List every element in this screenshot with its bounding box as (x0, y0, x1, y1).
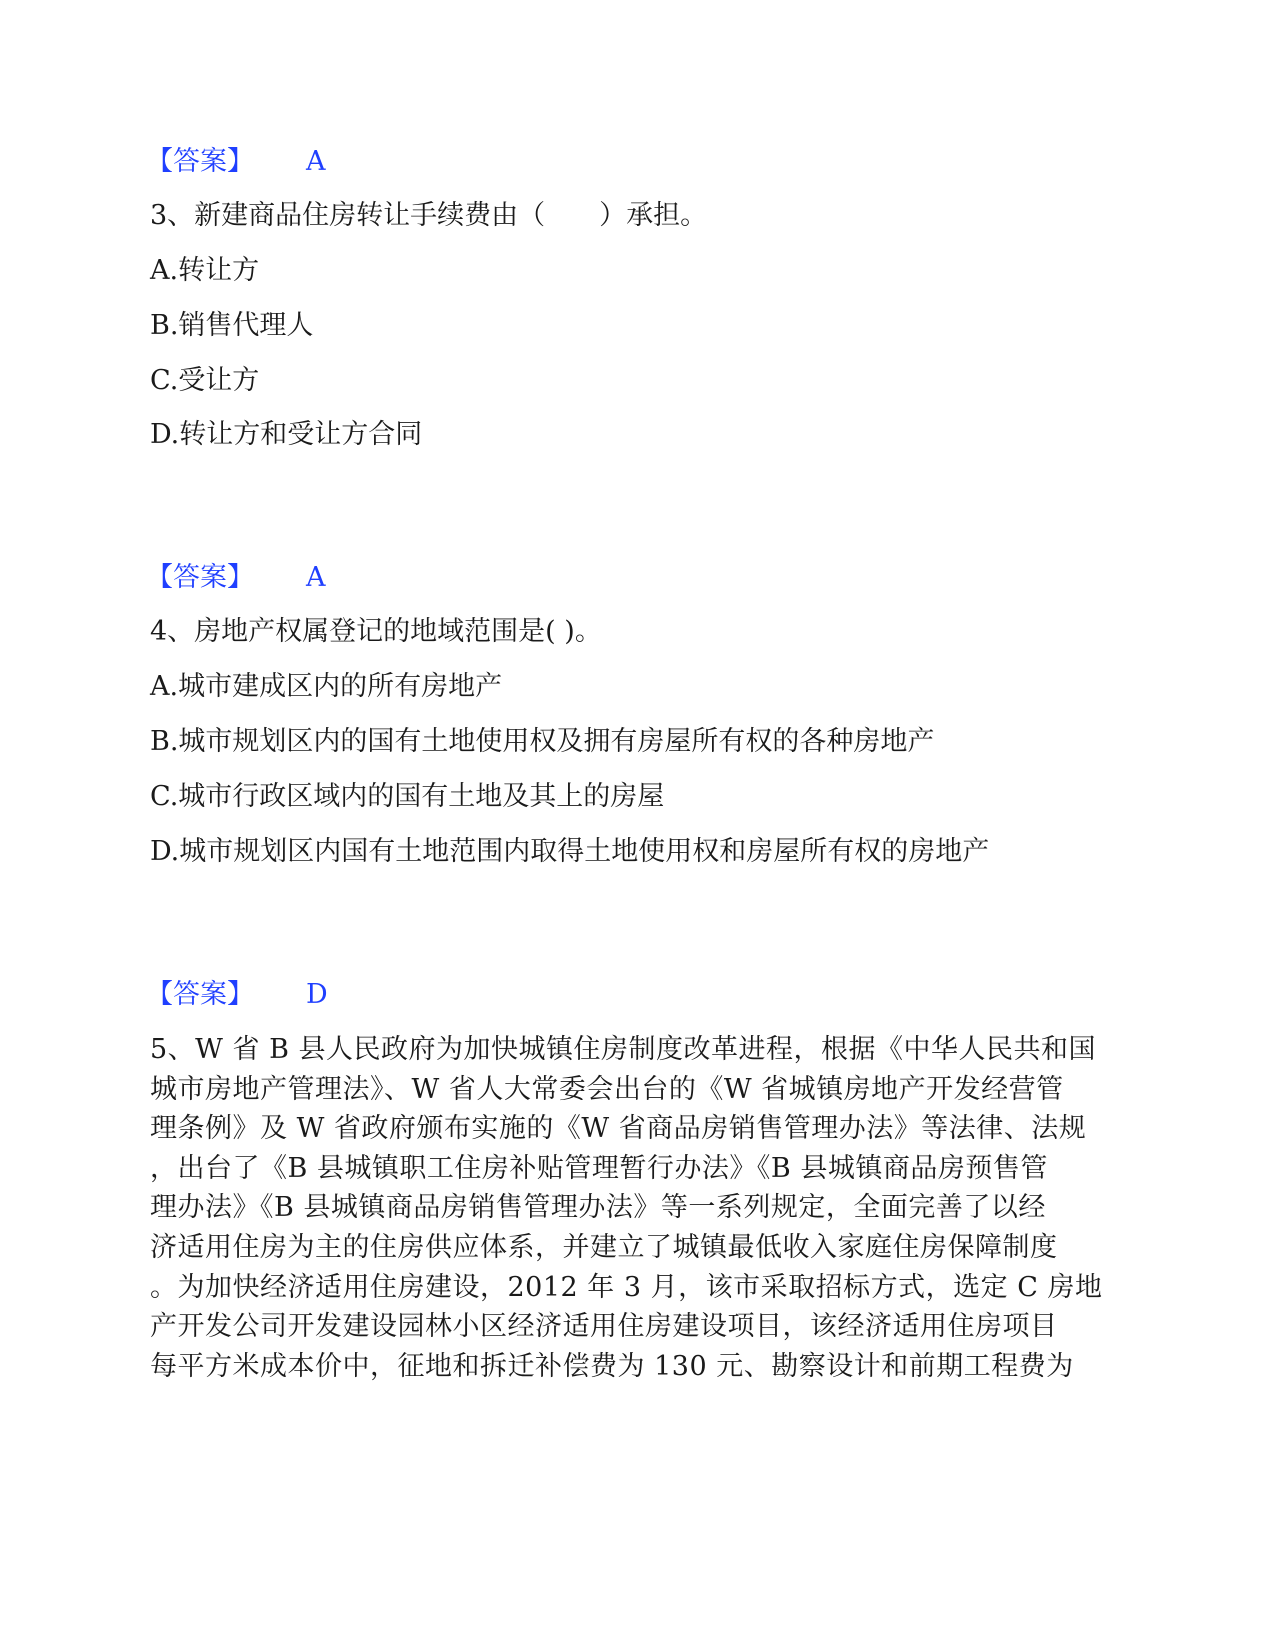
paragraph-line: 理条例》及 W 省政府颁布实施的《W 省商品房销售管理办法》等法律、法规 (150, 1113, 1087, 1145)
question-5-paragraph (150, 1030, 1110, 1386)
question-3-text: 3、新建商品住房转让手续费由（ ）承担。 (150, 200, 708, 231)
paragraph-line: 产开发公司开发建设园林小区经济适用住房建设项目，该经济适用住房项目 (150, 1311, 1058, 1343)
answer-line-1 (146, 145, 326, 179)
question-4-text: 4、房地产权属登记的地域范围是( )。 (150, 616, 602, 647)
question-3-option-b: B.销售代理人 (150, 310, 314, 341)
question-3-option-a: A.转让方 (150, 255, 260, 286)
answer-label: 【答案】 (146, 146, 254, 177)
paragraph-line: 5、W 省 B 县人民政府为加快城镇住房制度改革进程，根据《中华人民共和国 (150, 1034, 1097, 1065)
answer-value: D (306, 979, 328, 1010)
answer-value: A (306, 146, 326, 177)
question-4-option-b: B.城市规划区内的国有土地使用权及拥有房屋所有权的各种房地产 (150, 726, 935, 757)
paragraph-line: 济适用住房为主的住房供应体系，并建立了城镇最低收入家庭住房保障制度 (150, 1231, 1058, 1263)
answer-label: 【答案】 (146, 979, 254, 1010)
answer-label: 【答案】 (146, 562, 254, 593)
question-4-option-a: A.城市建成区内的所有房地产 (150, 671, 503, 702)
paragraph-line: 城市房地产管理法》、W 省人大常委会出台的《W 省城镇房地产开发经营管 (150, 1073, 1064, 1105)
question-3-option-d: D.转让方和受让方合同 (150, 419, 423, 450)
question-4-option-d: D.城市规划区内国有土地范围内取得土地使用权和房屋所有权的房地产 (150, 836, 990, 867)
answer-line-3 (146, 561, 326, 595)
paragraph-line: 。为加快经济适用住房建设，2012 年 3 月，该市采取招标方式，选定 C 房地 (150, 1271, 1103, 1303)
answer-line-4 (146, 978, 328, 1012)
answer-value: A (306, 562, 326, 593)
paragraph-line: ，出台了《B 县城镇职工住房补贴管理暂行办法》《B 县城镇商品房预售管 (150, 1152, 1048, 1184)
question-4-option-c: C.城市行政区域内的国有土地及其上的房屋 (150, 781, 665, 812)
paragraph-line: 理办法》《B 县城镇商品房销售管理办法》等一系列规定，全面完善了以经 (150, 1192, 1046, 1224)
question-3-option-c: C.受让方 (150, 365, 260, 396)
paragraph-line: 每平方米成本价中，征地和拆迁补偿费为 130 元、勘察设计和前期工程费为 (150, 1350, 1074, 1382)
